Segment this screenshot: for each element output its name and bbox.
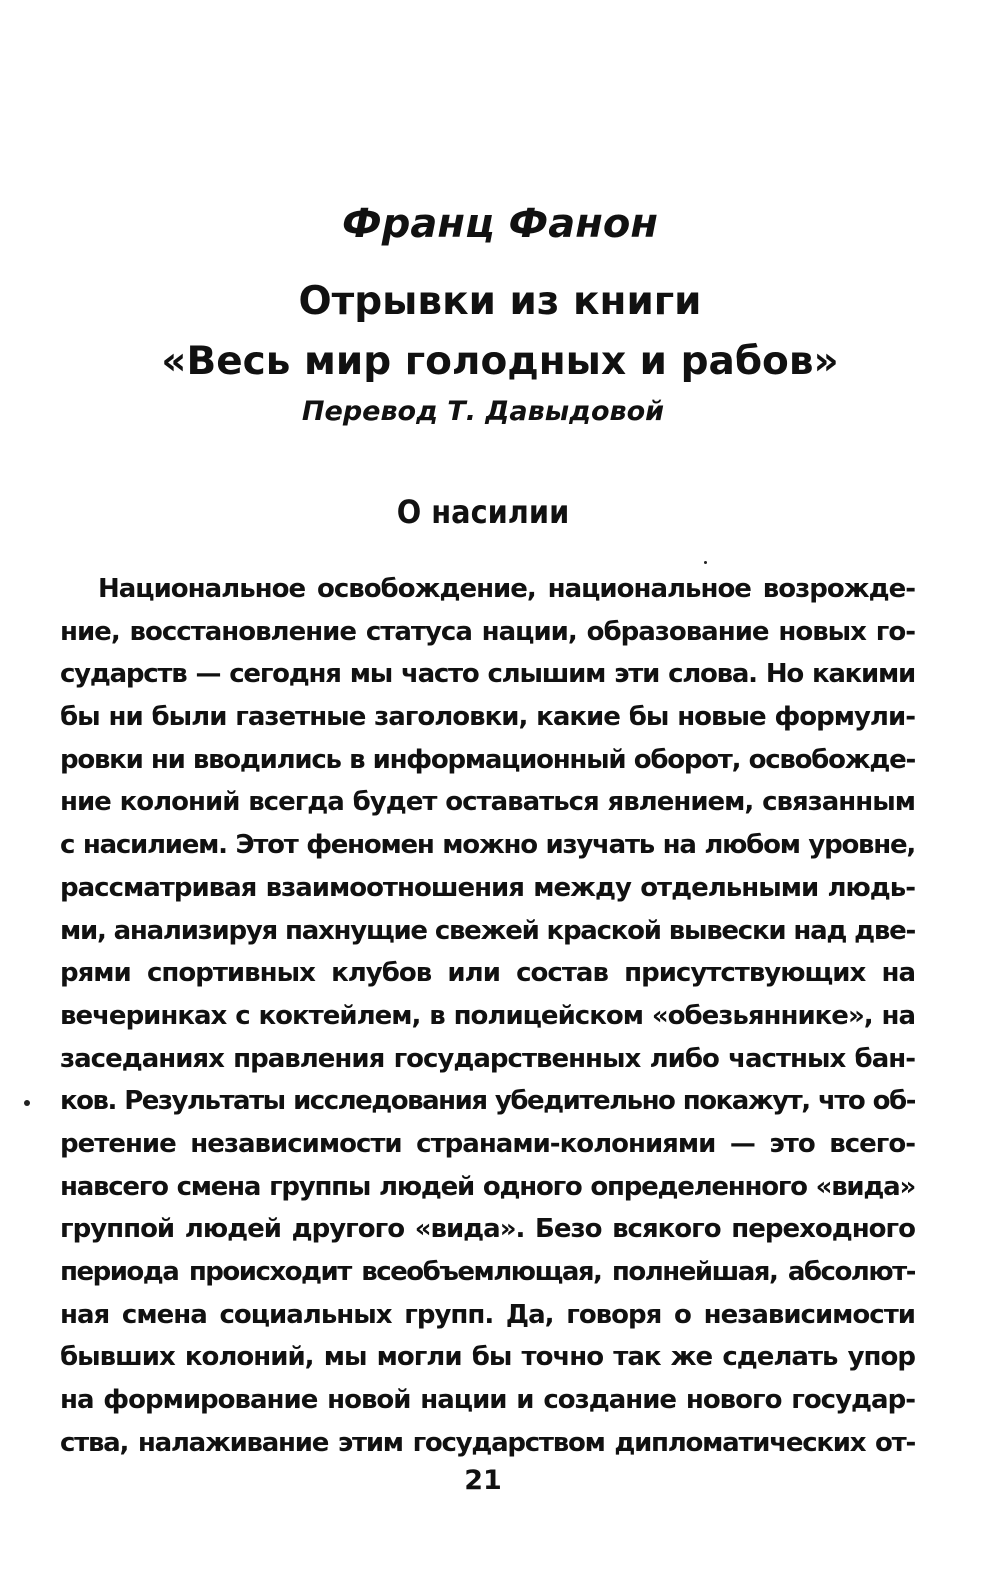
book-title xyxy=(0,272,1000,392)
text-line: рями спортивных клубов или состав присутствующих на xyxy=(60,958,915,989)
text-line: ная смена социальных групп. Да, говоря о независимости xyxy=(60,1299,915,1330)
translator-credit: Перевод Т. Давыдовой xyxy=(301,396,665,427)
text-line: ства, налаживание этим государством дипломатических от- xyxy=(60,1427,915,1458)
text-line: бывших колоний, мы могли бы точно так же сделать упор xyxy=(60,1342,915,1373)
scan-speck xyxy=(24,1100,30,1106)
text-line: ков. Результаты исследования убедительно покажут, что об- xyxy=(60,1086,915,1117)
scan-speck xyxy=(704,561,707,564)
text-line: группой людей другого «вида». Безо всякого переходного xyxy=(60,1214,915,1245)
text-line: Национальное освобождение, национальное возрожде- xyxy=(98,574,915,604)
text-line: периода происходит всеобъемлющая, полнейшая, абсолют- xyxy=(60,1257,915,1287)
section-heading: О насилии xyxy=(396,493,570,531)
text-line: ми, анализируя пахнущие свежей краской вывески над две- xyxy=(60,915,915,946)
text-line: бы ни были газетные заголовки, какие бы новые формули- xyxy=(60,702,915,733)
text-line: сударств — сегодня мы часто слышим эти слова. Но какими xyxy=(60,659,915,690)
title-line: Отрывки из книги xyxy=(298,279,702,324)
body-paragraph xyxy=(60,568,915,1464)
text-line: ровки ни вводились в информационный оборот, освобожде- xyxy=(60,744,915,775)
text-line: заседаниях правления государственных либо частных бан- xyxy=(60,1043,915,1074)
text-line: навсего смена группы людей одного определенного «вида» xyxy=(60,1171,915,1202)
text-line: вечеринках с коктейлем, в полицейском «обезьяннике», на xyxy=(60,1000,915,1031)
text-line: ретение независимости странами-колониями — это всего- xyxy=(60,1128,915,1159)
text-line: ние, восстановление статуса нации, образование новых го- xyxy=(60,616,915,647)
page-number: 21 xyxy=(464,1465,502,1496)
author-name: Франц Фанон xyxy=(342,201,658,247)
text-line: рассматривая взаимоотношения между отдельными людь- xyxy=(60,872,915,903)
text-line: на формирование новой нации и создание нового государ- xyxy=(60,1385,915,1416)
text-line: с насилием. Этот феномен можно изучать на любом уровне, xyxy=(60,830,915,861)
title-line: «Весь мир голодных и рабов» xyxy=(161,339,839,384)
text-line: ние колоний всегда будет оставаться явлением, связанным xyxy=(60,787,915,818)
